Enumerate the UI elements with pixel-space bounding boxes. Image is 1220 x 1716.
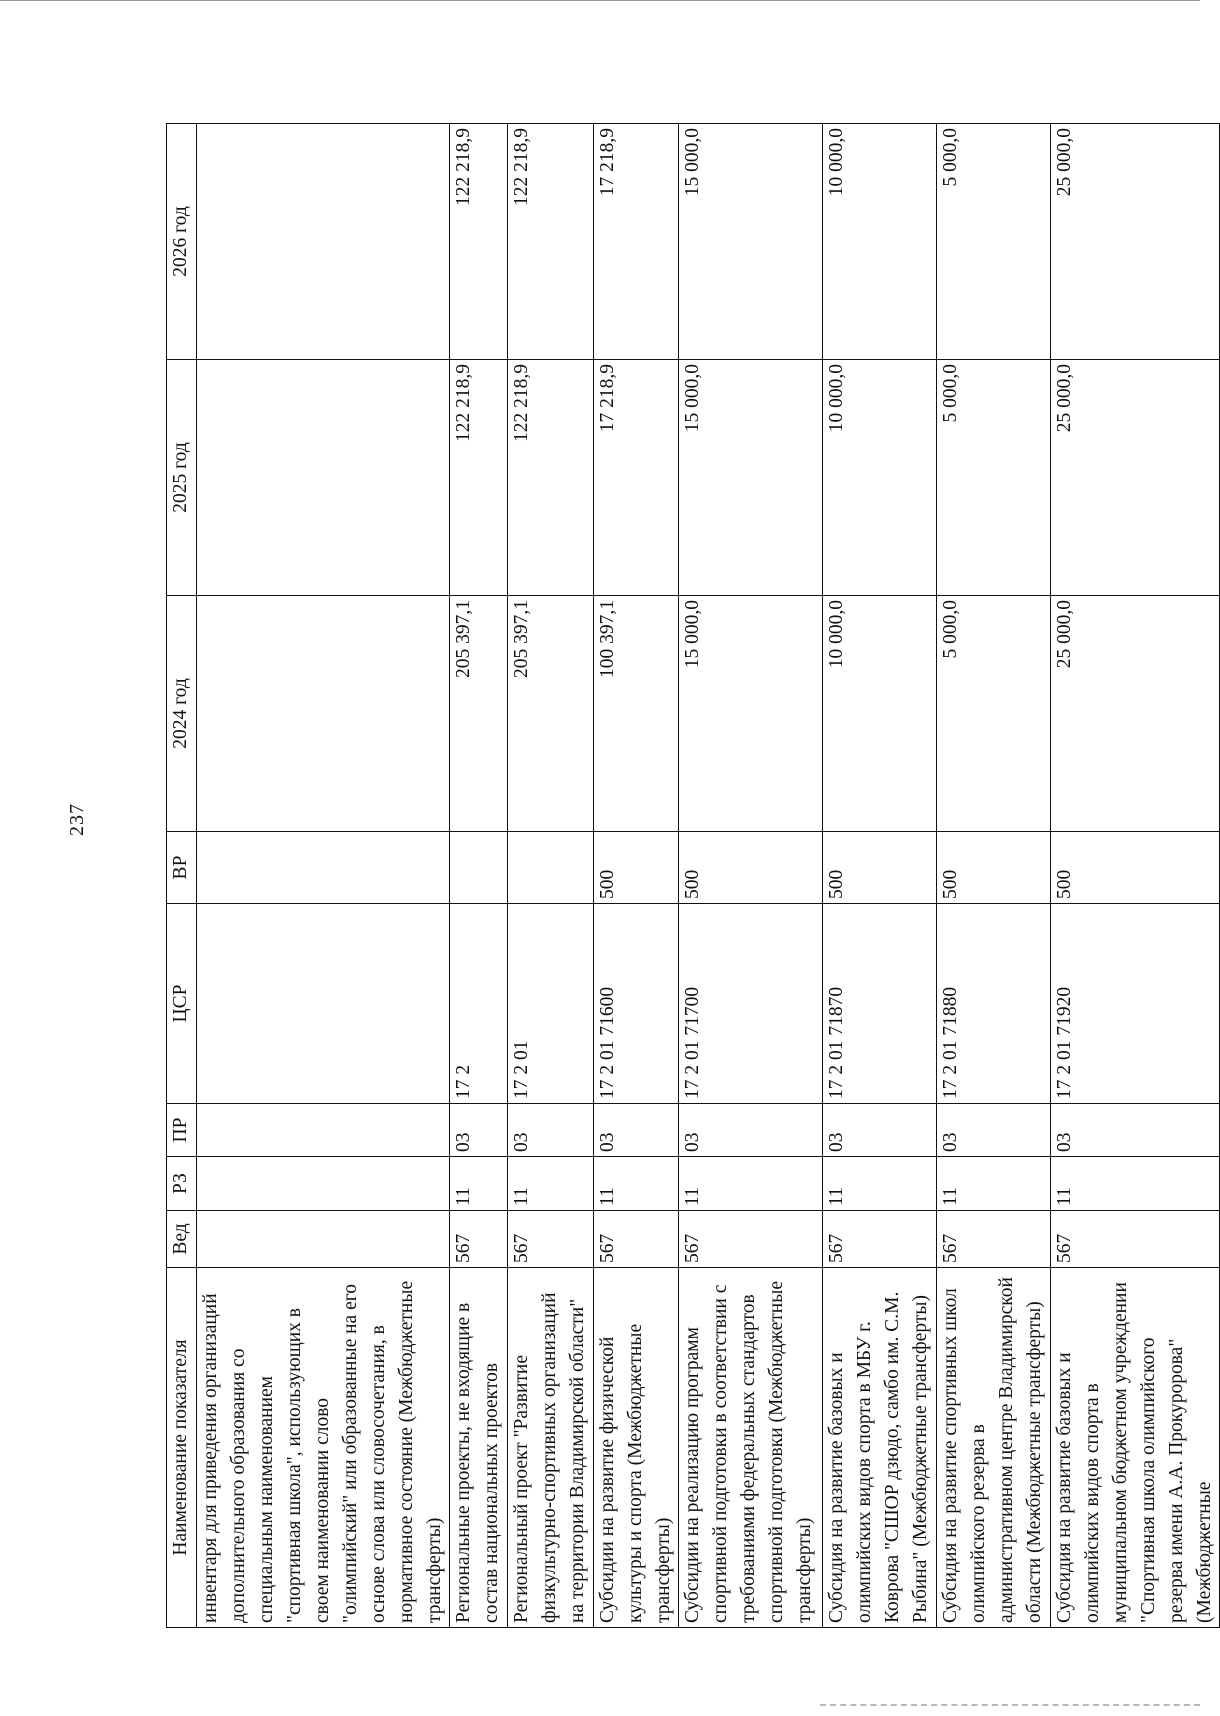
cell-ved bbox=[197, 1211, 450, 1268]
cell-name: Субсидии на реализацию программ спортивной подготовки в соответствии с требованиями федеральных стандартов спортивной подготовки (Межбюджетные трансферты) bbox=[679, 1268, 823, 1628]
cell-csr: 17 2 01 71870 bbox=[823, 904, 937, 1104]
cell-2025: 5 000,0 bbox=[937, 360, 1051, 596]
scan-edge-top bbox=[0, 0, 1200, 1]
table-row bbox=[450, 124, 508, 1628]
cell-2024: 25 000,0 bbox=[1051, 596, 1220, 832]
cell-csr: 17 2 bbox=[450, 904, 508, 1104]
scan-edge-bottom bbox=[820, 1704, 1200, 1706]
cell-csr: 17 2 01 71920 bbox=[1051, 904, 1220, 1104]
header-rz: РЗ bbox=[167, 1157, 197, 1211]
cell-2024: 205 397,1 bbox=[450, 596, 508, 832]
table-row bbox=[823, 124, 937, 1628]
cell-vr: 500 bbox=[1051, 832, 1220, 904]
header-2024: 2024 год bbox=[167, 596, 197, 832]
cell-vr bbox=[508, 832, 594, 904]
header-2026: 2026 год bbox=[167, 124, 197, 360]
cell-2026: 10 000,0 bbox=[823, 124, 937, 360]
cell-2026: 5 000,0 bbox=[937, 124, 1051, 360]
cell-rz: 11 bbox=[594, 1157, 679, 1211]
cell-vr: 500 bbox=[594, 832, 679, 904]
cell-2025: 15 000,0 bbox=[679, 360, 823, 596]
table-header-row bbox=[167, 124, 197, 1628]
header-name: Наименование показателя bbox=[167, 1268, 197, 1628]
cell-pr: 03 bbox=[937, 1104, 1051, 1157]
cell-csr: 17 2 01 bbox=[508, 904, 594, 1104]
cell-name: Субсидия на развитие спортивных школ олимпийского резерва в административном центре Владимирской области (Межбюджетные трансферты) bbox=[937, 1268, 1051, 1628]
cell-csr bbox=[197, 904, 450, 1104]
cell-2025: 122 218,9 bbox=[450, 360, 508, 596]
cell-2024 bbox=[197, 596, 450, 832]
cell-ved: 567 bbox=[450, 1211, 508, 1268]
table-row bbox=[1051, 124, 1220, 1628]
cell-2025: 10 000,0 bbox=[823, 360, 937, 596]
cell-csr: 17 2 01 71700 bbox=[679, 904, 823, 1104]
table-row bbox=[937, 124, 1051, 1628]
cell-2025: 17 218,9 bbox=[594, 360, 679, 596]
cell-pr: 03 bbox=[508, 1104, 594, 1157]
header-vr: ВР bbox=[167, 832, 197, 904]
table-row bbox=[197, 124, 450, 1628]
cell-ved: 567 bbox=[937, 1211, 1051, 1268]
cell-pr: 03 bbox=[594, 1104, 679, 1157]
cell-pr: 03 bbox=[823, 1104, 937, 1157]
cell-ved: 567 bbox=[508, 1211, 594, 1268]
header-csr: ЦСР bbox=[167, 904, 197, 1104]
header-2025: 2025 год bbox=[167, 360, 197, 596]
cell-vr bbox=[450, 832, 508, 904]
cell-rz: 11 bbox=[937, 1157, 1051, 1211]
cell-name: Субсидия на развитие базовых и олимпийских видов спорта в МБУ г. Коврова "СШОР дзюдо, самбо им. С.М. Рыбина" (Межбюджетные трансферты) bbox=[823, 1268, 937, 1628]
cell-2024: 15 000,0 bbox=[679, 596, 823, 832]
cell-2024: 10 000,0 bbox=[823, 596, 937, 832]
cell-csr: 17 2 01 71600 bbox=[594, 904, 679, 1104]
cell-2025 bbox=[197, 360, 450, 596]
cell-csr: 17 2 01 71880 bbox=[937, 904, 1051, 1104]
cell-rz: 11 bbox=[1051, 1157, 1220, 1211]
cell-vr bbox=[197, 832, 450, 904]
cell-2026: 15 000,0 bbox=[679, 124, 823, 360]
cell-2026: 122 218,9 bbox=[450, 124, 508, 360]
cell-ved: 567 bbox=[594, 1211, 679, 1268]
cell-pr: 03 bbox=[450, 1104, 508, 1157]
cell-ved: 567 bbox=[823, 1211, 937, 1268]
table-row bbox=[508, 124, 594, 1628]
page-number: 237 bbox=[66, 803, 88, 836]
cell-rz: 11 bbox=[450, 1157, 508, 1211]
cell-2024: 5 000,0 bbox=[937, 596, 1051, 832]
cell-rz: 11 bbox=[823, 1157, 937, 1211]
budget-table bbox=[166, 123, 1220, 1628]
rotated-table-container bbox=[166, 124, 1215, 1628]
cell-ved: 567 bbox=[1051, 1211, 1220, 1268]
cell-pr bbox=[197, 1104, 450, 1157]
cell-vr: 500 bbox=[679, 832, 823, 904]
cell-2026: 25 000,0 bbox=[1051, 124, 1220, 360]
cell-2026: 17 218,9 bbox=[594, 124, 679, 360]
cell-rz: 11 bbox=[679, 1157, 823, 1211]
cell-2026: 122 218,9 bbox=[508, 124, 594, 360]
cell-name: Региональный проект "Развитие физкультурно-спортивных организаций на территории Владимирской области" bbox=[508, 1268, 594, 1628]
table-row bbox=[594, 124, 679, 1628]
cell-name: Субсидии на развитие физической культуры и спорта (Межбюджетные трансферты) bbox=[594, 1268, 679, 1628]
cell-vr: 500 bbox=[937, 832, 1051, 904]
cell-name: инвентаря для приведения организаций дополнительного образования со специальным наименованием "спортивная школа", использующих в своем наименовании слово "олимпийский" или образованные на его основе слова или словосочетания, в нормативное состояние (Межбюджетные трансферты) bbox=[197, 1268, 450, 1628]
header-pr: ПР bbox=[167, 1104, 197, 1157]
cell-rz bbox=[197, 1157, 450, 1211]
cell-2026 bbox=[197, 124, 450, 360]
cell-vr: 500 bbox=[823, 832, 937, 904]
cell-2024: 100 397,1 bbox=[594, 596, 679, 832]
cell-2024: 205 397,1 bbox=[508, 596, 594, 832]
cell-name: Субсидия на развитие базовых и олимпийских видов спорта в муниципальном бюджетном учреждении "Спортивная школа олимпийского резерва имени А.А. Прокуророва" (Межбюджетные bbox=[1051, 1268, 1220, 1628]
cell-2025: 122 218,9 bbox=[508, 360, 594, 596]
cell-2025: 25 000,0 bbox=[1051, 360, 1220, 596]
cell-pr: 03 bbox=[1051, 1104, 1220, 1157]
cell-rz: 11 bbox=[508, 1157, 594, 1211]
cell-name: Региональные проекты, не входящие в состав национальных проектов bbox=[450, 1268, 508, 1628]
table-row bbox=[679, 124, 823, 1628]
header-ved: Вед bbox=[167, 1211, 197, 1268]
cell-pr: 03 bbox=[679, 1104, 823, 1157]
cell-ved: 567 bbox=[679, 1211, 823, 1268]
